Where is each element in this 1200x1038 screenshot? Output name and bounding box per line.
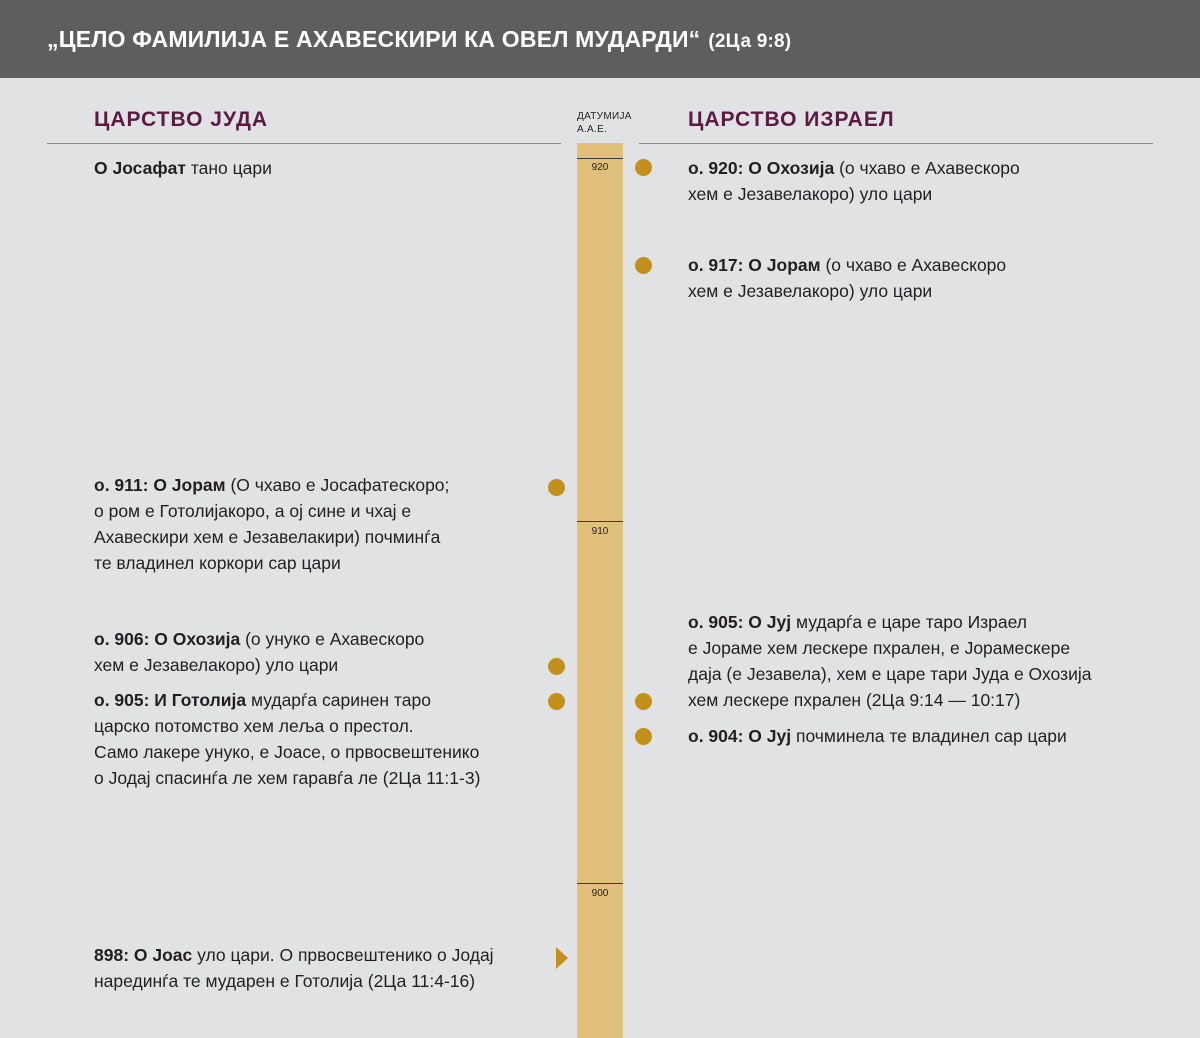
judah-event-jehoshaphat: [94, 155, 272, 181]
event-heading: 898: О Јоас: [94, 945, 193, 965]
title-text: „ЦЕЛО ФАМИЛИЈА Е АХАВЕСКИРИ КА ОВЕЛ МУДАРДИ“: [47, 26, 701, 52]
tick-label-900: 900: [591, 888, 609, 899]
event-heading: о. 904: О Јуј: [688, 726, 792, 746]
event-line: хем е Језавелакоро) уло цари: [688, 281, 933, 301]
event-line: нарединѓа те мударен е Готолија (2Ца 11:4-16): [94, 971, 476, 991]
event-line: [94, 942, 494, 968]
event-line: [94, 687, 480, 713]
tick-900: [577, 883, 623, 884]
tick-910: [577, 521, 623, 522]
event-heading: О Јосафат: [94, 158, 186, 178]
event-line: о Јодај спасинѓа ле хем гаравѓа ле (2Ца 11:1-3): [94, 768, 481, 788]
event-heading: о. 911: О Јорам: [94, 475, 226, 495]
event-line: [94, 472, 449, 498]
event-heading: о. 920: О Охозија: [688, 158, 835, 178]
event-line: хем е Језавелакоро) уло цари: [688, 184, 933, 204]
event-line: даја (е Језавела), хем е царе тари Јуда е Охозија: [688, 664, 1092, 684]
event-heading: о. 917: О Јорам: [688, 255, 821, 275]
israel-marker-904: [635, 728, 652, 745]
judah-event-905: [94, 687, 480, 791]
event-line: [688, 609, 1091, 635]
israel-marker-905: [635, 693, 652, 710]
judah-arrow-marker-898: [556, 947, 568, 969]
judah-event-906: [94, 626, 424, 678]
judah-header-divider: [47, 143, 561, 144]
header-banner: [0, 0, 1200, 78]
event-text: (о чхаво е Ахавескоро: [820, 255, 1007, 275]
event-text: почминела те владинел сар цари: [791, 726, 1067, 746]
event-line: [688, 252, 1006, 278]
title-reference: (2Ца 9:8): [708, 31, 792, 52]
event-line: Само лакере унуко, е Јоасе, о првосвештенико: [94, 742, 480, 762]
event-line: хем е Језавелакоро) уло цари: [94, 655, 339, 675]
event-text: тано цари: [185, 158, 272, 178]
event-line: [688, 723, 1067, 749]
judah-marker-905: [548, 693, 565, 710]
event-line: о ром е Готолијакоро, а ој сине и чхај е: [94, 501, 412, 521]
israel-marker-920: [635, 159, 652, 176]
dates-label: [577, 110, 632, 136]
event-heading: о. 905: О Јуј: [688, 612, 792, 632]
event-line: [688, 155, 1020, 181]
israel-header-divider: [639, 143, 1153, 144]
judah-event-898: [94, 942, 494, 994]
dates-label-line1: ДАТУМИЈА: [577, 111, 632, 122]
event-text: (О чхаво е Јосафатескоро;: [225, 475, 450, 495]
israel-event-905: [688, 609, 1091, 713]
event-heading: о. 905: И Готолија: [94, 690, 247, 710]
event-line: е Јораме хем лескере пхрален, е Јорамескере: [688, 638, 1071, 658]
tick-label-920: 920: [591, 162, 609, 173]
israel-event-904: [688, 723, 1067, 749]
event-text: мударѓа саринен таро: [246, 690, 431, 710]
event-heading: о. 906: О Охозија: [94, 629, 241, 649]
israel-marker-917: [635, 257, 652, 274]
timeline-bar: [577, 143, 623, 1038]
israel-event-917: [688, 252, 1006, 304]
judah-marker-906: [548, 658, 565, 675]
israel-column-title: ЦАРСТВО ИЗРАЕЛ: [688, 108, 895, 131]
event-line: [94, 626, 424, 652]
israel-event-920: [688, 155, 1020, 207]
event-text: (о чхаво е Ахавескоро: [834, 158, 1020, 178]
dates-label-line2: А.А.Е.: [577, 124, 608, 135]
event-line: царско потомство хем леља о престол.: [94, 716, 414, 736]
event-line: Ахавескири хем е Језавелакири) почминѓа: [94, 527, 441, 547]
event-line: те владинел коркори сар цари: [94, 553, 341, 573]
page-title: [47, 26, 791, 53]
judah-column-title: ЦАРСТВО ЈУДА: [94, 108, 269, 131]
event-text: мударѓа е царе таро Израел: [791, 612, 1028, 632]
event-line: [94, 155, 272, 181]
event-text: уло цари. О првосвештенико о Јодај: [192, 945, 494, 965]
event-text: (о унуко е Ахавескоро: [240, 629, 425, 649]
tick-920: [577, 158, 623, 159]
judah-event-911: [94, 472, 449, 576]
event-line: хем лескере пхрален (2Ца 9:14 — 10:17): [688, 690, 1021, 710]
judah-marker-911: [548, 479, 565, 496]
tick-label-910: 910: [591, 526, 609, 537]
